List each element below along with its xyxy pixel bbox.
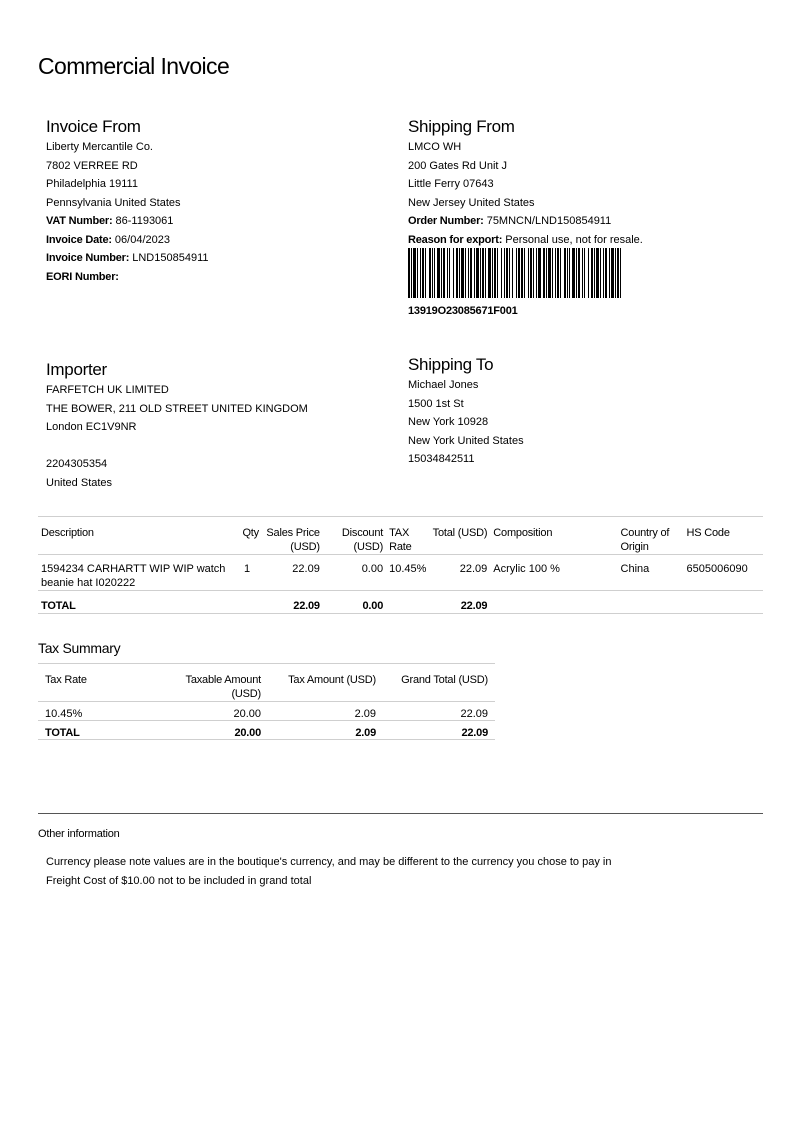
barcode-bar — [596, 248, 599, 298]
col-tax-amount: Tax Amount (USD) — [288, 674, 376, 686]
barcode-bar — [504, 248, 505, 298]
shipping-to-section — [408, 355, 524, 469]
col-hs-code: HS Code — [686, 527, 730, 539]
table-row — [38, 702, 495, 721]
total-sales-price: 22.09 — [293, 600, 320, 612]
barcode-bar — [434, 248, 435, 298]
barcode-bar — [546, 248, 547, 298]
barcode-bar — [620, 248, 621, 298]
importer-line: FARFETCH UK LIMITED — [46, 384, 169, 396]
barcode-bar — [437, 248, 440, 298]
barcode-bar — [506, 248, 508, 298]
barcode-bar — [432, 248, 433, 298]
col-sales-price: Sales Price (USD) — [266, 527, 320, 553]
barcode-bar — [480, 248, 481, 298]
item-discount: 0.00 — [361, 563, 384, 575]
barcode-bar — [530, 248, 532, 298]
total-taxable-amount: 20.00 — [234, 726, 261, 739]
shipping-to-heading: Shipping To — [408, 355, 494, 374]
invoice-from-line: 7802 VERREE RD — [46, 159, 138, 172]
item-description: 1594234 CARHARTT WIP WIP watch beanie hat I020222 — [41, 563, 226, 589]
barcode-bar — [422, 248, 424, 298]
barcode-bar — [474, 248, 475, 298]
barcode-bar — [617, 248, 619, 298]
table-row — [38, 555, 763, 591]
tax-total-row — [38, 721, 495, 740]
field-label: VAT Number: — [46, 215, 113, 227]
barcode-bar — [456, 248, 458, 298]
barcode-bar — [417, 248, 418, 298]
barcode-bar — [569, 248, 570, 298]
field-value: 06/04/2023 — [111, 233, 170, 246]
barcode-bar — [420, 248, 421, 298]
shipping-to-line: 15034842511 — [408, 453, 475, 465]
barcode-bar — [543, 248, 545, 298]
importer-line: London EC1V9NR — [46, 421, 137, 433]
barcode-bar — [441, 248, 442, 298]
total-total: 22.09 — [460, 600, 488, 612]
field-value: LND150854911 — [129, 252, 209, 264]
barcode-bar — [461, 248, 464, 298]
eori-number — [46, 268, 209, 287]
barcode-bar — [501, 248, 502, 298]
barcode-bar — [528, 248, 529, 298]
empty-cell — [386, 591, 429, 614]
barcode-bar — [465, 248, 466, 298]
barcode-bar — [497, 248, 498, 298]
barcode-bar — [582, 248, 583, 298]
barcode-bar — [521, 248, 523, 298]
shipping-from-line: New Jersey United States — [408, 196, 535, 209]
barcode-bar — [557, 248, 559, 298]
tax-amount: 2.09 — [354, 707, 376, 720]
field-label: Invoice Number: — [46, 252, 130, 264]
items-table — [38, 516, 763, 614]
total-discount: 0.00 — [362, 600, 384, 612]
barcode-bar — [600, 248, 601, 298]
invoice-from-line: Liberty Mercantile Co. — [46, 141, 153, 153]
field-value: 86-1193061 — [112, 215, 174, 227]
importer-line: United States — [46, 476, 113, 489]
barcode-bar — [468, 248, 469, 298]
col-taxable-amount: Taxable Amount (USD) — [185, 674, 261, 700]
field-label: EORI Number: — [46, 270, 119, 283]
barcode-bar — [408, 248, 410, 298]
barcode-bar — [552, 248, 553, 298]
invoice-number — [46, 249, 209, 268]
barcode-bar — [564, 248, 566, 298]
field-value: Personal use, not for resale. — [502, 233, 643, 246]
shipping-from-line: Little Ferry 07643 — [408, 178, 494, 190]
barcode-bar — [509, 248, 510, 298]
tax-header-row — [38, 664, 495, 702]
importer-line — [46, 437, 308, 456]
col-qty: Qty — [242, 527, 259, 539]
tax-summary-table — [38, 663, 495, 740]
importer-section — [46, 360, 308, 492]
col-discount: Discount (USD) — [341, 527, 384, 553]
shipping-to-line: New York 10928 — [408, 416, 489, 428]
order-number — [408, 212, 643, 231]
other-information-line: Currency please note values are in the boutique's currency, and may be different to the currency you chose to pay in — [46, 856, 612, 868]
col-tax-rate: Tax Rate — [45, 674, 87, 686]
field-label: Order Number: — [408, 215, 484, 227]
shipping-from-heading: Shipping From — [408, 117, 515, 136]
items-header-row — [38, 517, 763, 555]
importer-line: 2204305354 — [46, 458, 108, 470]
tax-summary-title: Tax Summary — [38, 640, 121, 656]
total-label: TOTAL — [41, 600, 76, 612]
invoice-from-section — [46, 117, 209, 286]
barcode-bar — [411, 248, 412, 298]
barcode-bar — [413, 248, 416, 298]
barcode-bar — [578, 248, 580, 298]
col-description: Description — [41, 527, 94, 539]
barcode-bar — [459, 248, 460, 298]
empty-cell — [684, 591, 763, 614]
item-country: China — [620, 563, 650, 575]
invoice-from-heading: Invoice From — [46, 117, 141, 136]
barcode-bar — [536, 248, 537, 298]
shipping-from-line: LMCO WH — [408, 141, 462, 153]
item-total: 22.09 — [459, 563, 488, 575]
barcode-bar — [429, 248, 431, 298]
barcode-bar — [518, 248, 520, 298]
barcode-bar — [611, 248, 614, 298]
shipping-from-line: 200 Gates Rd Unit J — [408, 159, 508, 172]
section-divider — [38, 813, 763, 814]
taxable-amount: 20.00 — [233, 707, 261, 720]
barcode-bar — [524, 248, 525, 298]
reason-for-export — [408, 231, 643, 250]
empty-cell — [618, 591, 684, 614]
barcode-bar — [470, 248, 472, 298]
barcode-bar — [591, 248, 593, 298]
item-hs-code: 6505006090 — [686, 563, 748, 575]
field-label: Reason for export: — [408, 233, 503, 246]
shipping-to-line: 1500 1st St — [408, 397, 464, 410]
barcode-bar — [615, 248, 616, 298]
page-title: Commercial Invoice — [38, 53, 230, 79]
barcode-bar — [576, 248, 577, 298]
barcode-bar — [584, 248, 585, 298]
barcode-bar — [449, 248, 450, 298]
item-qty: 1 — [244, 563, 251, 575]
invoice-from-line: Pennsylvania United States — [46, 196, 181, 209]
barcode-bar — [603, 248, 604, 298]
barcode-bar — [538, 248, 541, 298]
shipping-to-line: New York United States — [408, 434, 524, 447]
shipping-from-section — [408, 117, 643, 249]
item-sales-price: 22.09 — [292, 563, 320, 575]
barcode-bar — [425, 248, 426, 298]
barcode-bar — [476, 248, 479, 298]
item-composition: Acrylic 100 % — [493, 563, 560, 575]
col-tax-rate: TAX Rate — [389, 527, 412, 553]
item-tax-rate: 10.45% — [389, 563, 427, 575]
barcode-bar — [488, 248, 491, 298]
vat-number — [46, 212, 209, 231]
grand-total: 22.09 — [460, 707, 488, 720]
importer-heading: Importer — [46, 360, 107, 379]
barcode-bar — [548, 248, 551, 298]
barcode-bar — [494, 248, 496, 298]
barcode-bar — [572, 248, 575, 298]
field-value: 75MNCN/LND150854911 — [483, 215, 612, 227]
invoice-from-line: Philadelphia 19111 — [46, 178, 138, 190]
barcode-bar — [453, 248, 454, 298]
barcode-bar — [443, 248, 445, 298]
total-tax-amount: 2.09 — [355, 726, 376, 739]
total-label: TOTAL — [45, 726, 80, 739]
barcode-bar — [594, 248, 595, 298]
tax-rate: 10.45% — [45, 707, 83, 720]
importer-line: THE BOWER, 211 OLD STREET UNITED KINGDOM — [46, 402, 308, 415]
barcode-bar — [560, 248, 561, 298]
barcode-bar — [567, 248, 568, 298]
col-grand-total: Grand Total (USD) — [401, 674, 488, 686]
barcode-bar — [482, 248, 484, 298]
other-information-title: Other information — [38, 828, 120, 840]
total-grand-total: 22.09 — [461, 726, 488, 739]
barcode-bar — [555, 248, 556, 298]
col-total: Total (USD) — [432, 527, 488, 539]
col-composition: Composition — [493, 527, 553, 539]
items-total-row — [38, 591, 763, 614]
barcode-bar — [609, 248, 610, 298]
empty-cell — [232, 591, 262, 614]
barcode-number: 13919O23085671F001 — [408, 305, 518, 317]
invoice-date — [46, 231, 209, 250]
col-country: Country of Origin — [620, 527, 670, 553]
barcode-bar — [516, 248, 517, 298]
other-information-line: Freight Cost of $10.00 not to be included in grand total — [46, 875, 312, 887]
barcode-bar — [533, 248, 534, 298]
barcode-bar — [447, 248, 448, 298]
empty-cell — [490, 591, 617, 614]
shipping-to-line: Michael Jones — [408, 379, 479, 391]
barcode-image — [408, 248, 623, 298]
field-label: Invoice Date: — [46, 233, 112, 246]
barcode-bar — [492, 248, 493, 298]
barcode-bar — [605, 248, 607, 298]
barcode-bar — [588, 248, 589, 298]
barcode-bar — [512, 248, 513, 298]
barcode-bar — [485, 248, 486, 298]
